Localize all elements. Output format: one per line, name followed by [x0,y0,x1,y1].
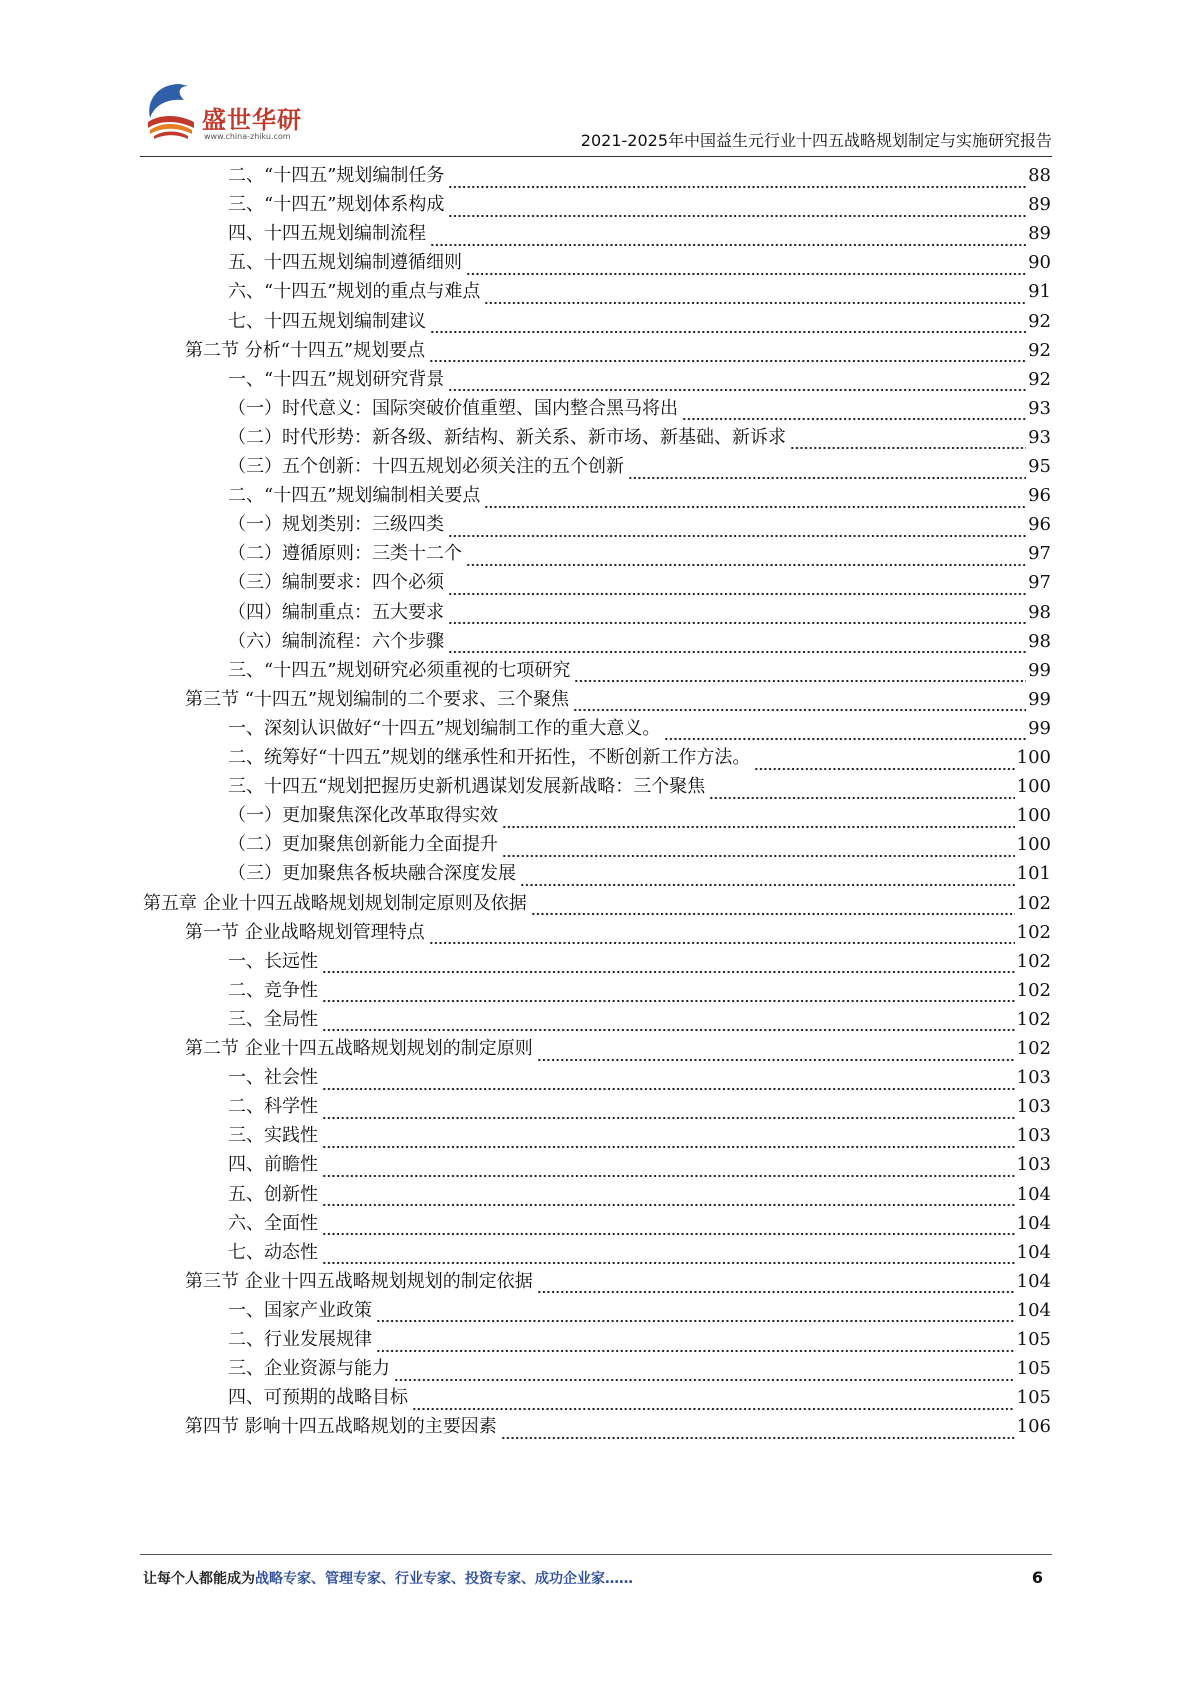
toc-entry[interactable] [185,1033,1051,1064]
toc-leader-dots [322,985,1015,1003]
toc-entry-page: 101 [1016,863,1051,885]
toc-leader-dots [531,898,1015,916]
toc-entry-page: 103 [1016,1154,1051,1176]
toc-leader-dots [394,1364,1015,1382]
toc-entry-title: 四、前瞻性 [228,1154,318,1176]
toc-leader-dots [520,869,1015,887]
page-number: 6 [1031,1568,1043,1587]
toc-leader-dots [322,1102,1015,1120]
logo-url: www.china-zhiku.com [204,132,291,141]
footer-divider [140,1554,1052,1555]
toc-entry[interactable] [228,306,1051,337]
toc-entry-page: 95 [1028,456,1051,477]
toc-entry[interactable] [228,1353,1051,1384]
toc-entry-title: 四、可预期的战略目标 [228,1387,408,1409]
toc-entry-title: 三、十四五“规划把握历史新机遇谋划发展新战略：三个聚焦 [228,776,706,798]
toc-entry-title: 二、竞争性 [228,979,318,1001]
toc-entry-title: （三）更加聚焦各板块融合深度发展 [228,863,516,885]
toc-leader-dots [502,811,1015,829]
toc-entry[interactable] [185,917,1051,948]
toc-entry-page: 102 [1016,921,1051,943]
toc-entry-title: （一）规划类别：三级四类 [228,514,444,536]
toc-entry[interactable] [228,597,1051,628]
toc-leader-dots [448,374,1026,392]
toc-entry-page: 100 [1016,776,1051,798]
toc-entry-title: 七、十四五规划编制建议 [228,310,426,332]
toc-leader-dots [537,1276,1015,1294]
toc-entry-title: 第三节 企业十四五战略规划规划的制定依据 [185,1270,533,1292]
toc-leader-dots [709,782,1014,800]
toc-leader-dots [322,1160,1015,1178]
toc-entry[interactable] [228,1382,1051,1413]
toc-entry-page: 105 [1016,1358,1051,1380]
toc-entry-title: 一、社会性 [228,1067,318,1089]
page-footer [143,1568,1043,1592]
page-header [140,78,1052,158]
toc-entry-title: （三）编制要求：四个必须 [228,572,444,594]
toc-entry[interactable] [228,189,1051,220]
toc-entry[interactable] [228,1004,1051,1035]
toc-entry-title: （三）五个创新：十四五规划必须关注的五个创新 [228,456,624,477]
toc-entry[interactable] [228,276,1051,307]
toc-leader-dots [322,956,1015,974]
toc-entry-page: 100 [1016,805,1051,827]
toc-entry[interactable] [228,567,1051,598]
toc-entry[interactable] [228,218,1051,249]
toc-entry-title: 一、深刻认识做好“十四五”规划编制工作的重大意义。 [228,717,661,739]
toc-entry-title: （一）更加聚焦深化改革取得实效 [228,805,498,827]
toc-entry-page: 97 [1028,543,1051,565]
toc-entry[interactable] [228,422,1051,453]
toc-leader-dots [429,345,1026,363]
toc-entry-title: 一、“十四五”规划研究背景 [228,368,445,390]
toc-entry[interactable] [228,946,1051,977]
toc-entry[interactable] [228,1149,1051,1180]
toc-entry-title: 一、国家产业政策 [228,1299,372,1321]
toc-entry-page: 96 [1028,514,1051,536]
toc-entry[interactable] [228,247,1051,278]
toc-leader-dots [430,316,1026,334]
toc-entry-page: 88 [1028,165,1051,186]
toc-entry[interactable] [185,684,1051,715]
toc-entry-page: 93 [1028,426,1051,448]
toc-entry-page: 102 [1016,1008,1051,1030]
toc-entry[interactable] [228,393,1051,424]
toc-entry-title: 六、“十四五”规划的重点与难点 [228,281,481,303]
footer-slogan-highlight: 战略专家、管理专家、行业专家、投资专家、成功企业家…… [255,1571,633,1587]
toc-entry[interactable] [228,1091,1051,1122]
toc-entry[interactable] [228,480,1051,511]
toc-entry-page: 104 [1016,1212,1051,1234]
toc-entry-page: 89 [1028,194,1051,216]
toc-entry-title: 一、长远性 [228,950,318,972]
toc-entry[interactable] [185,335,1051,366]
toc-leader-dots [501,1422,1015,1440]
toc-entry-title: 第一节 企业战略规划管理特点 [185,921,425,943]
toc-leader-dots [466,549,1026,567]
toc-entry-page: 97 [1028,572,1051,594]
toc-entry-title: （一）时代意义：国际突破价值重塑、国内整合黑马将出 [228,397,678,419]
report-title: 2021-2025年中国益生元行业十四五战略规划制定与实施研究报告 [580,131,1052,150]
toc-entry-page: 93 [1028,397,1051,419]
toc-entry[interactable] [228,1208,1051,1239]
toc-entry[interactable] [228,509,1051,540]
toc-leader-dots [574,665,1026,683]
toc-entry-title: （二）时代形势：新各级、新结构、新关系、新市场、新基础、新诉求 [228,426,786,448]
toc-entry[interactable] [228,1120,1051,1151]
toc-leader-dots [448,636,1026,654]
toc-entry[interactable] [228,626,1051,657]
toc-leader-dots [448,200,1026,218]
toc-entry-title: 六、全面性 [228,1212,318,1234]
toc-entry[interactable] [228,160,1051,191]
logo-emblem-icon [140,78,204,142]
toc-leader-dots [628,462,1026,480]
toc-entry[interactable] [185,1266,1051,1297]
toc-leader-dots [322,1014,1015,1032]
toc-leader-dots [322,1218,1015,1236]
toc-leader-dots [376,1305,1015,1323]
toc-entry-title: 第四节 影响十四五战略规划的主要因素 [185,1416,497,1438]
toc-leader-dots [448,171,1026,189]
toc-entry[interactable] [228,655,1051,686]
toc-leader-dots [502,840,1015,858]
toc-entry-page: 102 [1016,1038,1051,1059]
toc-entry-title: 二、科学性 [228,1096,318,1118]
toc-entry-title: 第五章 企业十四五战略规划规划制定原则及依据 [143,892,527,914]
toc-entry-title: 第三节 “十四五”规划编制的二个要求、三个聚焦 [185,688,570,710]
toc-entry[interactable] [143,888,1051,919]
toc-entry-title: 五、十四五规划编制遵循细则 [228,252,462,274]
toc-entry-title: 二、行业发展规律 [228,1329,372,1350]
toc-entry-page: 102 [1016,950,1051,972]
toc-entry-title: 第二节 分析“十四五”规划要点 [185,339,426,361]
toc-entry-page: 92 [1028,310,1051,332]
toc-entry-page: 100 [1016,834,1051,856]
toc-leader-dots [322,1247,1015,1265]
toc-entry-page: 90 [1028,252,1051,274]
toc-entry-page: 91 [1028,281,1051,303]
toc-entry-title: 二、“十四五”规划编制任务 [228,165,445,186]
toc-entry-title: 三、“十四五”规划体系构成 [228,194,445,216]
toc-leader-dots [429,927,1015,945]
toc-leader-dots [790,432,1026,450]
toc-entry-page: 103 [1016,1096,1051,1118]
toc-leader-dots [322,1189,1015,1207]
toc-entry-title: 二、“十四五”规划编制相关要点 [228,485,481,507]
toc-leader-dots [448,607,1026,625]
toc-entry[interactable] [228,771,1051,802]
toc-entry-page: 89 [1028,223,1051,245]
toc-entry[interactable] [228,742,1051,773]
toc-entry[interactable] [228,858,1051,889]
toc-entry[interactable] [228,538,1051,569]
toc-entry-page: 100 [1016,747,1051,768]
toc-leader-dots [322,1131,1015,1149]
toc-entry-title: 第二节 企业十四五战略规划规划的制定原则 [185,1038,533,1059]
toc-entry-page: 102 [1016,892,1051,914]
toc-leader-dots [466,258,1026,276]
footer-slogan-prefix: 让每个人都能成为 [143,1571,255,1587]
toc-entry-title: （六）编制流程：六个步骤 [228,630,444,652]
toc-entry[interactable] [228,713,1051,744]
toc-leader-dots [484,287,1026,305]
toc-leader-dots [682,403,1026,421]
toc-entry-title: 五、创新性 [228,1183,318,1205]
toc-entry-page: 92 [1028,339,1051,361]
toc-leader-dots [448,578,1026,596]
toc-entry[interactable] [228,364,1051,395]
toc-entry-page: 98 [1028,630,1051,652]
toc-entry-page: 104 [1016,1241,1051,1263]
toc-entry-page: 99 [1028,659,1051,681]
company-logo [140,78,310,148]
toc-entry-page: 103 [1016,1125,1051,1147]
toc-entry[interactable] [228,800,1051,831]
toc-entry-title: 二、统筹好“十四五”规划的继承性和开拓性，不断创新工作方法。 [228,747,751,768]
logo-name: 盛世华研 [202,106,302,134]
toc-entry-page: 102 [1016,979,1051,1001]
toc-entry-title: （二）更加聚焦创新能力全面提升 [228,834,498,856]
toc-entry-title: （四）编制重点：五大要求 [228,601,444,623]
toc-entry[interactable] [228,829,1051,860]
toc-entry-page: 98 [1028,601,1051,623]
toc-entry-title: 三、企业资源与能力 [228,1358,390,1380]
toc-leader-dots [322,1073,1015,1091]
toc-leader-dots [484,491,1026,509]
toc-entry-page: 104 [1016,1183,1051,1205]
toc-entry-title: 三、“十四五”规划研究必须重视的七项研究 [228,659,571,681]
toc-entry-page: 104 [1016,1299,1051,1321]
toc-entry-title: 三、全局性 [228,1008,318,1030]
toc-leader-dots [448,520,1026,538]
toc-entry[interactable] [185,1411,1051,1442]
toc-entry-title: （二）遵循原则：三类十二个 [228,543,462,565]
toc-entry[interactable] [228,1237,1051,1268]
toc-entry[interactable] [228,1062,1051,1093]
toc-leader-dots [664,723,1026,741]
toc-leader-dots [412,1393,1015,1411]
toc-entry-title: 四、十四五规划编制流程 [228,223,426,245]
toc-leader-dots [430,229,1026,247]
toc-entry-page: 99 [1028,717,1051,739]
toc-entry-page: 96 [1028,485,1051,507]
toc-leader-dots [754,753,1014,771]
toc-entry-page: 103 [1016,1067,1051,1089]
toc-entry-page: 105 [1016,1387,1051,1409]
toc-entry-page: 92 [1028,368,1051,390]
toc-entry-page: 106 [1016,1416,1051,1438]
toc-entry-page: 104 [1016,1270,1051,1292]
toc-entry[interactable] [228,1295,1051,1326]
toc-entry[interactable] [228,1324,1051,1355]
toc-entry[interactable] [228,975,1051,1006]
toc-leader-dots [573,694,1026,712]
toc-leader-dots [537,1044,1015,1062]
header-divider [140,156,1052,157]
toc-entry[interactable] [228,451,1051,482]
toc-entry-title: 七、动态性 [228,1241,318,1263]
toc-entry-page: 99 [1028,688,1051,710]
toc-entry[interactable] [228,1179,1051,1210]
toc-leader-dots [376,1335,1015,1353]
toc-entry-page: 105 [1016,1329,1051,1350]
toc-entry-title: 三、实践性 [228,1125,318,1147]
